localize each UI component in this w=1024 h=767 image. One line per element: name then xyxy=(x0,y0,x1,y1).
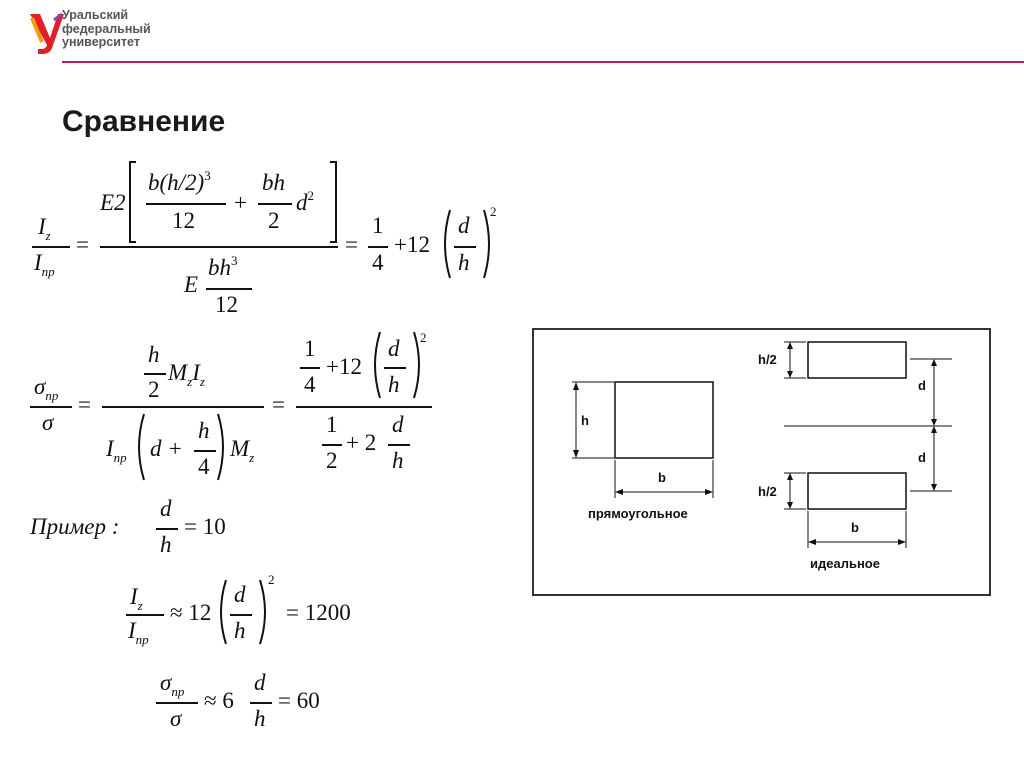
f2-rb-2: 2 xyxy=(326,448,338,473)
f1-rhs-a-num: 1 xyxy=(372,213,384,238)
f2-top-h: h xyxy=(148,342,160,367)
f2-top-2: 2 xyxy=(148,377,160,402)
f1-rhs-a-den: 4 xyxy=(372,250,384,275)
r1-bar xyxy=(126,614,164,616)
f2-rt-bar xyxy=(300,367,320,369)
f1-inner-a-bar xyxy=(146,203,226,205)
f2-rb-h: h xyxy=(392,448,404,473)
logo-line-3: университет xyxy=(62,35,140,49)
f2-bot-d: d + xyxy=(150,436,183,461)
logo-line-2: федеральный xyxy=(62,21,151,36)
r2-den: σ xyxy=(170,706,182,731)
f2-rt-h: h xyxy=(388,372,400,397)
f1-inner-b-num: bh xyxy=(262,170,285,195)
f2-rb-1: 1 xyxy=(326,412,338,437)
f2-bot-M: M xyxy=(230,436,250,461)
example-d: d xyxy=(160,496,172,521)
r1-approx: ≈ 12 xyxy=(170,600,212,625)
label-b-left: b xyxy=(658,470,666,485)
caption-ideal: идеальное xyxy=(810,556,880,571)
f1-rhs-d: d xyxy=(458,213,470,238)
f1-inner-b-bar xyxy=(258,203,292,205)
example-bar xyxy=(156,528,178,530)
f1-lhs-bar xyxy=(32,246,70,248)
f2-rt-d: d xyxy=(388,336,400,361)
f1-rhs-plus: +12 xyxy=(394,232,430,257)
f1-bot-num: bh xyxy=(208,255,231,280)
example-value: = 10 xyxy=(184,514,226,539)
f1-lhs-num: I xyxy=(38,214,46,239)
f1-inner-a-den: 12 xyxy=(172,208,195,233)
f2-lhs-den: σ xyxy=(42,410,54,435)
r1-dh-bar xyxy=(230,614,252,616)
f1-d-exp: 2 xyxy=(307,188,314,203)
f1-lhs-den-sub: пр xyxy=(41,264,55,279)
r2-h: h xyxy=(254,706,266,731)
label-d-top: d xyxy=(918,378,926,393)
label-d-bottom: d xyxy=(918,450,926,465)
header-divider xyxy=(62,61,1024,63)
r1-den: I xyxy=(128,618,136,643)
f2-bot-I-sub: пр xyxy=(113,450,127,465)
f2-rt-dh-bar xyxy=(384,367,406,369)
f2-bot-M-sub: z xyxy=(249,450,255,465)
f2-eq-1: = xyxy=(78,392,91,417)
f2-top-M: M xyxy=(168,360,188,385)
f1-lhs-den: I xyxy=(34,250,42,275)
f1-bot-E: E xyxy=(184,272,199,297)
example-label: Пример : xyxy=(30,514,120,539)
f1-inner-a-exp: 3 xyxy=(204,168,211,183)
f2-top-M-sub: z xyxy=(187,374,193,389)
f1-plus: + xyxy=(234,190,247,215)
logo-line-1: Уральский xyxy=(62,8,129,22)
f1-d: d xyxy=(296,190,308,215)
f1-rhs-exp: 2 xyxy=(490,204,497,219)
f2-bot-4: 4 xyxy=(198,454,210,479)
f1-lhs-num-sub: z xyxy=(45,228,51,243)
r2-approx: ≈ 6 xyxy=(204,688,234,713)
f2-rt-plus: +12 xyxy=(326,354,362,379)
f1-rhs-a-bar xyxy=(368,246,388,248)
r1-value: = 1200 xyxy=(286,600,351,625)
f1-rhs-h: h xyxy=(458,250,470,275)
r1-h: h xyxy=(234,618,246,643)
slide-title: Сравнение xyxy=(62,105,226,138)
r1-den-sub: пр xyxy=(135,632,149,647)
f2-rb-bar xyxy=(322,444,342,446)
r2-dh-bar xyxy=(250,702,272,704)
f2-main-bar xyxy=(102,406,264,408)
label-h2-bottom: h/2 xyxy=(758,484,777,499)
r2-num: σ xyxy=(160,670,172,695)
f2-bot-h-bar xyxy=(194,450,216,452)
f1-top-E2: E2 xyxy=(100,190,126,215)
f2-rb-d: d xyxy=(392,412,404,437)
label-h2-top: h/2 xyxy=(758,352,777,367)
f1-bot-num-exp: 3 xyxy=(231,253,238,268)
f2-rb-dh-bar xyxy=(388,444,410,446)
f1-rhs-b-bar xyxy=(454,246,476,248)
f1-bot-den: 12 xyxy=(215,292,238,317)
r1-exp: 2 xyxy=(268,572,275,587)
f2-rb-plus: + 2 xyxy=(346,430,377,455)
r1-d: d xyxy=(234,582,246,607)
f1-inner-b-den: 2 xyxy=(268,208,280,233)
r1-num-sub: z xyxy=(137,598,143,613)
r2-value: = 60 xyxy=(278,688,320,713)
f2-top-h-bar xyxy=(144,373,166,375)
r2-d: d xyxy=(254,670,266,695)
f2-top-I: I xyxy=(192,360,200,385)
example-h: h xyxy=(160,532,172,557)
r2-num-sub: пр xyxy=(171,684,185,699)
f2-top-I-sub: z xyxy=(199,374,205,389)
f1-bot-bar xyxy=(206,288,252,290)
f2-bot-h: h xyxy=(198,418,210,443)
f2-lhs-num: σ xyxy=(34,374,46,399)
cross-section-figure xyxy=(532,328,991,596)
f2-rhs-main-bar xyxy=(296,406,432,408)
f1-eq-1: = xyxy=(76,232,89,257)
f1-inner-a-num: b(h/2) xyxy=(148,170,205,195)
f2-rt-1: 1 xyxy=(304,336,316,361)
label-h: h xyxy=(581,413,589,428)
f2-lhs-num-sub: пр xyxy=(45,388,59,403)
f2-rt-exp: 2 xyxy=(420,330,427,345)
f1-main-bar xyxy=(100,246,338,248)
f2-rt-4: 4 xyxy=(304,372,316,397)
label-b-right: b xyxy=(851,520,859,535)
f2-eq-2: = xyxy=(272,392,285,417)
r1-num: I xyxy=(130,584,138,609)
caption-rectangular: прямоугольное xyxy=(588,506,688,521)
f1-eq-2: = xyxy=(345,232,358,257)
f2-lhs-bar xyxy=(30,406,72,408)
r2-bar xyxy=(156,702,198,704)
f2-bot-I: I xyxy=(106,436,114,461)
